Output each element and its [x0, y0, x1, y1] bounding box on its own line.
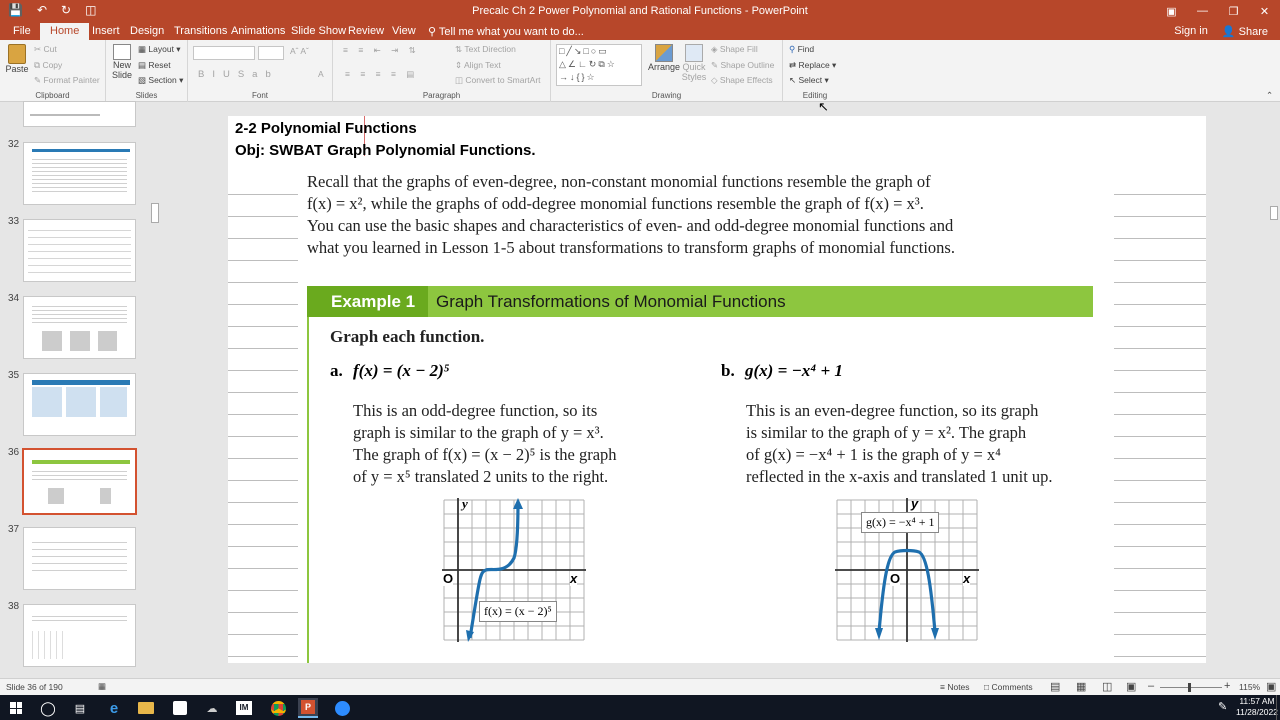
clipboard-icon	[8, 44, 26, 64]
ribbon	[0, 40, 1280, 102]
quick-styles-label: Quick Styles	[681, 62, 707, 82]
shape-outline-button[interactable]	[711, 60, 774, 71]
ribbon-display-options-icon[interactable]: ▣	[1166, 5, 1177, 18]
part-a-function: f(x) = (x − 2)⁵	[353, 361, 450, 380]
notes-label: Notes	[947, 682, 970, 692]
layout-icon: ▦	[138, 44, 149, 54]
new-slide-icon	[113, 44, 131, 60]
cut-label: Cut	[43, 44, 57, 54]
reset-label: Reset	[148, 60, 171, 70]
editing-group-label: Editing	[802, 91, 828, 100]
notes-button[interactable]	[940, 682, 970, 692]
zoom-app-icon[interactable]	[332, 698, 352, 718]
pen-icon: ✎	[711, 60, 721, 70]
clock-date: 11/28/2022	[1236, 707, 1278, 717]
comments-button[interactable]	[984, 682, 1033, 692]
align-text-icon: ⇕	[455, 60, 465, 70]
editing-group	[783, 40, 847, 102]
thumb-line	[30, 114, 100, 116]
slide-objective[interactable]: Obj: SWBAT Graph Polynomial Functions.	[235, 142, 536, 159]
cloud-app-icon[interactable]: ☁	[206, 702, 218, 715]
shape-effects-button[interactable]	[711, 75, 773, 86]
clipboard-group	[0, 40, 106, 102]
paste-button[interactable]	[4, 44, 30, 74]
slide-counter: Slide 36 of 190	[6, 682, 63, 692]
tray-icons[interactable]: ✎	[1218, 701, 1228, 713]
thumb-header	[32, 380, 130, 385]
graph-b-origin: O	[890, 571, 901, 586]
slideshow-icon[interactable]: ▣	[1126, 681, 1137, 693]
spellcheck-icon[interactable]: ▦	[98, 681, 107, 691]
show-desktop-button[interactable]	[1276, 695, 1280, 720]
reading-view-icon[interactable]: ◫	[1102, 681, 1113, 693]
zoom-out-icon[interactable]: –	[1148, 680, 1155, 692]
copy-button[interactable]	[34, 60, 62, 71]
notebook-lines-right	[1114, 173, 1206, 663]
undo-icon[interactable]: ↶	[36, 3, 48, 17]
slide-scrollbar[interactable]	[1268, 103, 1280, 678]
app-tile	[173, 701, 187, 715]
save-icon[interactable]: 💾	[8, 3, 23, 17]
find-label: Find	[797, 44, 815, 54]
task-view-icon[interactable]: ▤	[74, 702, 86, 715]
scissors-icon: ✂	[34, 44, 44, 54]
section-icon: ▧	[138, 75, 149, 85]
graph-a-y-label: y	[462, 496, 468, 511]
share-label: Share	[1238, 26, 1268, 38]
shape-fill-button[interactable]	[711, 44, 758, 55]
tab-slide-show[interactable]: Slide Show	[291, 25, 347, 37]
example-title: Graph Transformations of Monomial Functions	[436, 292, 786, 311]
convert-smartart-button[interactable]	[455, 75, 541, 86]
explanation-line: of g(x) = −x⁴ + 1 is the graph of y = x⁴	[746, 445, 1001, 464]
status-bar	[0, 678, 1280, 695]
thumb-graphs	[42, 331, 117, 351]
slide-number: 38	[8, 601, 20, 612]
app-icon[interactable]	[170, 698, 190, 718]
part-a-label: a.	[330, 361, 343, 380]
new-slide-label: New Slide	[111, 60, 132, 80]
arrange-icon	[655, 44, 673, 62]
zoom-slider[interactable]	[1160, 687, 1222, 688]
tab-animations[interactable]: Animations	[231, 25, 286, 37]
slide-thumbnail[interactable]	[23, 296, 136, 359]
powerpoint-taskbar-icon[interactable]	[298, 698, 318, 718]
explanation-line: graph is similar to the graph of y = x³.	[353, 423, 604, 442]
explanation-line: This is an even-degree function, so its graph	[746, 401, 1039, 420]
select-button[interactable]: ↖ Select ▾	[789, 75, 829, 85]
redo-icon[interactable]: ↻	[61, 3, 72, 17]
start-from-beginning-icon[interactable]: ◫	[85, 3, 97, 17]
comment-icon: □	[984, 682, 992, 692]
grow-font-icon[interactable]: Aˆ Aˇ	[290, 46, 309, 56]
drawing-group-label: Drawing	[651, 91, 682, 100]
slide-number: 33	[8, 216, 20, 227]
thumb-text	[32, 303, 127, 323]
lightbulb-icon: ⚲	[428, 26, 439, 38]
font-size-box[interactable]	[258, 46, 284, 60]
title-bar	[0, 0, 1280, 22]
graph-b-y-label: y	[911, 496, 919, 511]
tab-home[interactable]: Home	[40, 23, 89, 40]
smartart-icon: ◫	[455, 75, 466, 85]
paragraph-group-label: Paragraph	[422, 91, 461, 100]
arrange-button[interactable]	[647, 44, 681, 72]
shape-fill-label: Shape Fill	[719, 44, 758, 54]
clock[interactable]	[1236, 696, 1278, 718]
reset-button[interactable]	[138, 60, 171, 71]
slide-thumbnail[interactable]	[23, 101, 136, 127]
cut-button[interactable]	[34, 44, 57, 55]
slide-sorter-icon[interactable]: ▦	[1076, 681, 1087, 693]
effects-icon: ◇	[711, 75, 720, 85]
windows-start-icon[interactable]	[6, 698, 26, 718]
file-explorer-icon[interactable]	[136, 698, 156, 718]
thumbnail-scrollbar[interactable]	[150, 103, 160, 678]
zoom-in-icon[interactable]: +	[1224, 680, 1231, 692]
convert-label: Convert to SmartArt	[465, 75, 541, 85]
explanation-line: This is an odd-degree function, so its	[353, 401, 598, 420]
thumb-header	[32, 149, 130, 152]
slide-title[interactable]: 2-2 Polynomial Functions	[235, 120, 417, 137]
slide-number: 37	[8, 524, 20, 535]
copy-icon: ⧉	[34, 60, 43, 70]
im-tile: IM	[236, 701, 252, 715]
tell-me-box[interactable]	[428, 25, 584, 38]
format-painter-button[interactable]	[34, 75, 100, 86]
window-title: Precalc Ch 2 Power Polynomial and Rational Functions - PowerPoint	[472, 5, 808, 17]
format-painter-label: Format Painter	[43, 75, 100, 85]
scrollbar-thumb[interactable]	[1270, 206, 1278, 220]
tab-file[interactable]: File	[13, 25, 31, 37]
clear-formatting-icon[interactable]: A	[318, 69, 324, 79]
powerpoint-logo: P	[301, 700, 315, 714]
slide-canvas[interactable]	[228, 116, 1206, 663]
graph-a-origin: O	[443, 571, 454, 586]
thumb-text	[32, 468, 127, 482]
search-icon[interactable]: ◯	[40, 699, 56, 716]
tab-view[interactable]: View	[392, 25, 416, 37]
im-app-icon[interactable]	[234, 698, 254, 718]
tab-transitions[interactable]: Transitions	[174, 25, 228, 37]
graph-a-x-label: x	[570, 571, 578, 586]
text-direction-label: Text Direction	[464, 44, 516, 54]
tell-me-text: Tell me what you want to do...	[438, 26, 584, 38]
example-side-rule	[307, 317, 309, 663]
font-group-label: Font	[251, 91, 268, 100]
share-button[interactable]	[1222, 25, 1268, 38]
tab-review[interactable]: Review	[348, 25, 385, 37]
thumb-graphs	[32, 387, 127, 417]
copy-label: Copy	[42, 60, 63, 70]
minimize-button[interactable]: —	[1197, 5, 1208, 17]
layout-button[interactable]: ▦ Layout ▾	[138, 44, 181, 54]
text-direction-icon: ⇅	[455, 44, 465, 54]
intro-line: Recall that the graphs of even-degree, non-constant monomial functions resemble the graph of	[307, 172, 931, 191]
find-button[interactable]	[789, 44, 814, 55]
intro-line: f(x) = x², while the graphs of odd-degree monomial functions resemble the graph of f(x) = x³.	[307, 194, 924, 213]
zoom-logo	[335, 701, 350, 716]
shape-effects-label: Shape Effects	[719, 75, 773, 85]
graph-b-x-label: x	[963, 571, 971, 586]
person-icon: 👤	[1221, 26, 1239, 38]
comments-label: Comments	[991, 682, 1033, 692]
arrange-label: Arrange	[647, 62, 681, 72]
explanation-line: The graph of f(x) = (x − 2)⁵ is the graph	[353, 445, 617, 464]
part-b-function: g(x) = −x⁴ + 1	[745, 361, 843, 380]
notebook-lines-left	[228, 173, 298, 663]
quick-styles-button[interactable]	[681, 44, 707, 82]
explanation-line: reflected in the x-axis and translated 1 unit up.	[746, 467, 1053, 486]
graph-a-callout-text: f(x) = (x − 2)⁵	[484, 604, 552, 618]
folder-shape	[138, 702, 154, 714]
zoom-level[interactable]: 115%	[1239, 682, 1261, 692]
section-button[interactable]: ▧ Section ▾	[138, 75, 184, 85]
chrome-logo	[271, 701, 286, 716]
collapse-ribbon-icon[interactable]: ⌃	[1266, 90, 1274, 100]
explanation-line: of y = x⁵ translated 2 units to the right.	[353, 467, 609, 486]
tab-design[interactable]: Design	[130, 25, 165, 37]
new-slide-button[interactable]	[110, 44, 134, 80]
replace-label: Replace	[798, 60, 830, 70]
font-format-buttons[interactable]: BIUSab	[198, 69, 279, 80]
brush-icon: ✎	[34, 75, 44, 85]
intro-line: You can use the basic shapes and characteristics of even- and odd-degree monomial functions and	[307, 216, 954, 235]
thumb-graphs	[48, 488, 111, 504]
replace-button[interactable]: ⇄ Replace ▾	[789, 60, 837, 70]
scrollbar-thumb[interactable]	[151, 203, 159, 223]
intro-paragraph[interactable]	[307, 171, 1107, 259]
thumb-text	[32, 536, 127, 572]
normal-view-icon[interactable]: ▤	[1050, 681, 1061, 693]
paragraph-group	[333, 40, 551, 102]
layout-label: Layout	[148, 44, 174, 54]
align-text-label: Align Text	[464, 60, 501, 70]
part-a-explanation	[353, 400, 617, 488]
graph-b[interactable]	[833, 496, 983, 644]
zoom-slider-knob[interactable]	[1188, 683, 1191, 692]
slide-number: 35	[8, 370, 20, 381]
search-icon: ⚲	[789, 44, 798, 54]
slide-thumbnail-selected[interactable]	[22, 448, 137, 515]
graph-b-callout-text: g(x) = −x⁴ + 1	[866, 515, 935, 529]
shapes-gallery[interactable]: □╱↘□○▭ △∠∟↻⧉☆ →↓{}☆	[556, 44, 642, 86]
slide-thumbnail[interactable]	[23, 527, 136, 590]
thumb-text	[28, 224, 131, 276]
thumb-text	[32, 613, 127, 623]
mouse-cursor-icon: ↖	[818, 99, 829, 114]
text-direction-button[interactable]	[455, 44, 516, 55]
slide-thumbnail[interactable]	[23, 219, 136, 282]
chrome-icon[interactable]	[268, 698, 288, 718]
thumb-grid	[32, 631, 65, 659]
intro-line: what you learned in Lesson 1-5 about transformations to transform graphs of monomial functions.	[307, 238, 955, 257]
close-button[interactable]: ✕	[1259, 5, 1270, 18]
graph-b-callout	[861, 512, 939, 533]
restore-button[interactable]: ❐	[1228, 5, 1239, 18]
thumb-text	[32, 156, 127, 192]
notes-icon: ≡	[940, 682, 948, 692]
slide-thumbnail[interactable]	[23, 142, 136, 205]
taskbar	[0, 695, 1280, 720]
example-number: Example 1	[331, 292, 416, 311]
replace-icon: ⇄	[789, 60, 799, 70]
slides-group	[106, 40, 188, 102]
slide-thumbnail[interactable]	[23, 373, 136, 436]
shape-outline-label: Shape Outline	[720, 60, 775, 70]
graph-a[interactable]	[440, 496, 590, 644]
tab-insert[interactable]: Insert	[92, 25, 120, 37]
windows-logo	[10, 702, 22, 714]
paint-bucket-icon: ◈	[711, 44, 720, 54]
edge-browser-icon[interactable]: e	[109, 699, 119, 717]
graph-a-callout	[479, 601, 557, 622]
select-label: Select	[798, 75, 823, 85]
explanation-line: is similar to the graph of y = x². The graph	[746, 423, 1027, 442]
slide-number: 32	[8, 139, 20, 150]
slide-thumbnail[interactable]	[23, 604, 136, 667]
reset-icon: ▤	[138, 60, 149, 70]
example-banner	[307, 286, 1093, 317]
fit-slide-icon[interactable]: ▣	[1266, 681, 1277, 693]
clipboard-group-label: Clipboard	[35, 91, 70, 100]
clock-time: 11:57 AM	[1239, 696, 1275, 706]
part-b-explanation	[746, 400, 1053, 488]
slide-thumbnail-pane	[0, 103, 160, 678]
font-group	[188, 40, 333, 102]
align-text-button[interactable]	[455, 60, 501, 71]
slides-group-label: Slides	[135, 91, 158, 100]
quick-styles-icon	[685, 44, 703, 62]
sign-in-link[interactable]: Sign in	[1174, 25, 1208, 37]
drawing-group	[551, 40, 783, 102]
list-buttons[interactable]: ≡ ≡ ⇤ ⇥ ⇅	[343, 45, 420, 55]
thumb-header	[32, 460, 130, 464]
cursor-icon: ↖	[789, 75, 799, 85]
part-b-label: b.	[721, 361, 735, 380]
font-name-box[interactable]	[193, 46, 255, 60]
paste-label: Paste	[5, 64, 29, 74]
slide-number: 34	[8, 293, 20, 304]
alignment-buttons[interactable]: ≡ ≡ ≡ ≡ ▤	[345, 69, 419, 79]
slide-number: 36	[8, 447, 20, 458]
instruction: Graph each function.	[330, 327, 485, 346]
ribbon-tabs	[0, 22, 1280, 40]
section-label: Section	[148, 75, 177, 85]
